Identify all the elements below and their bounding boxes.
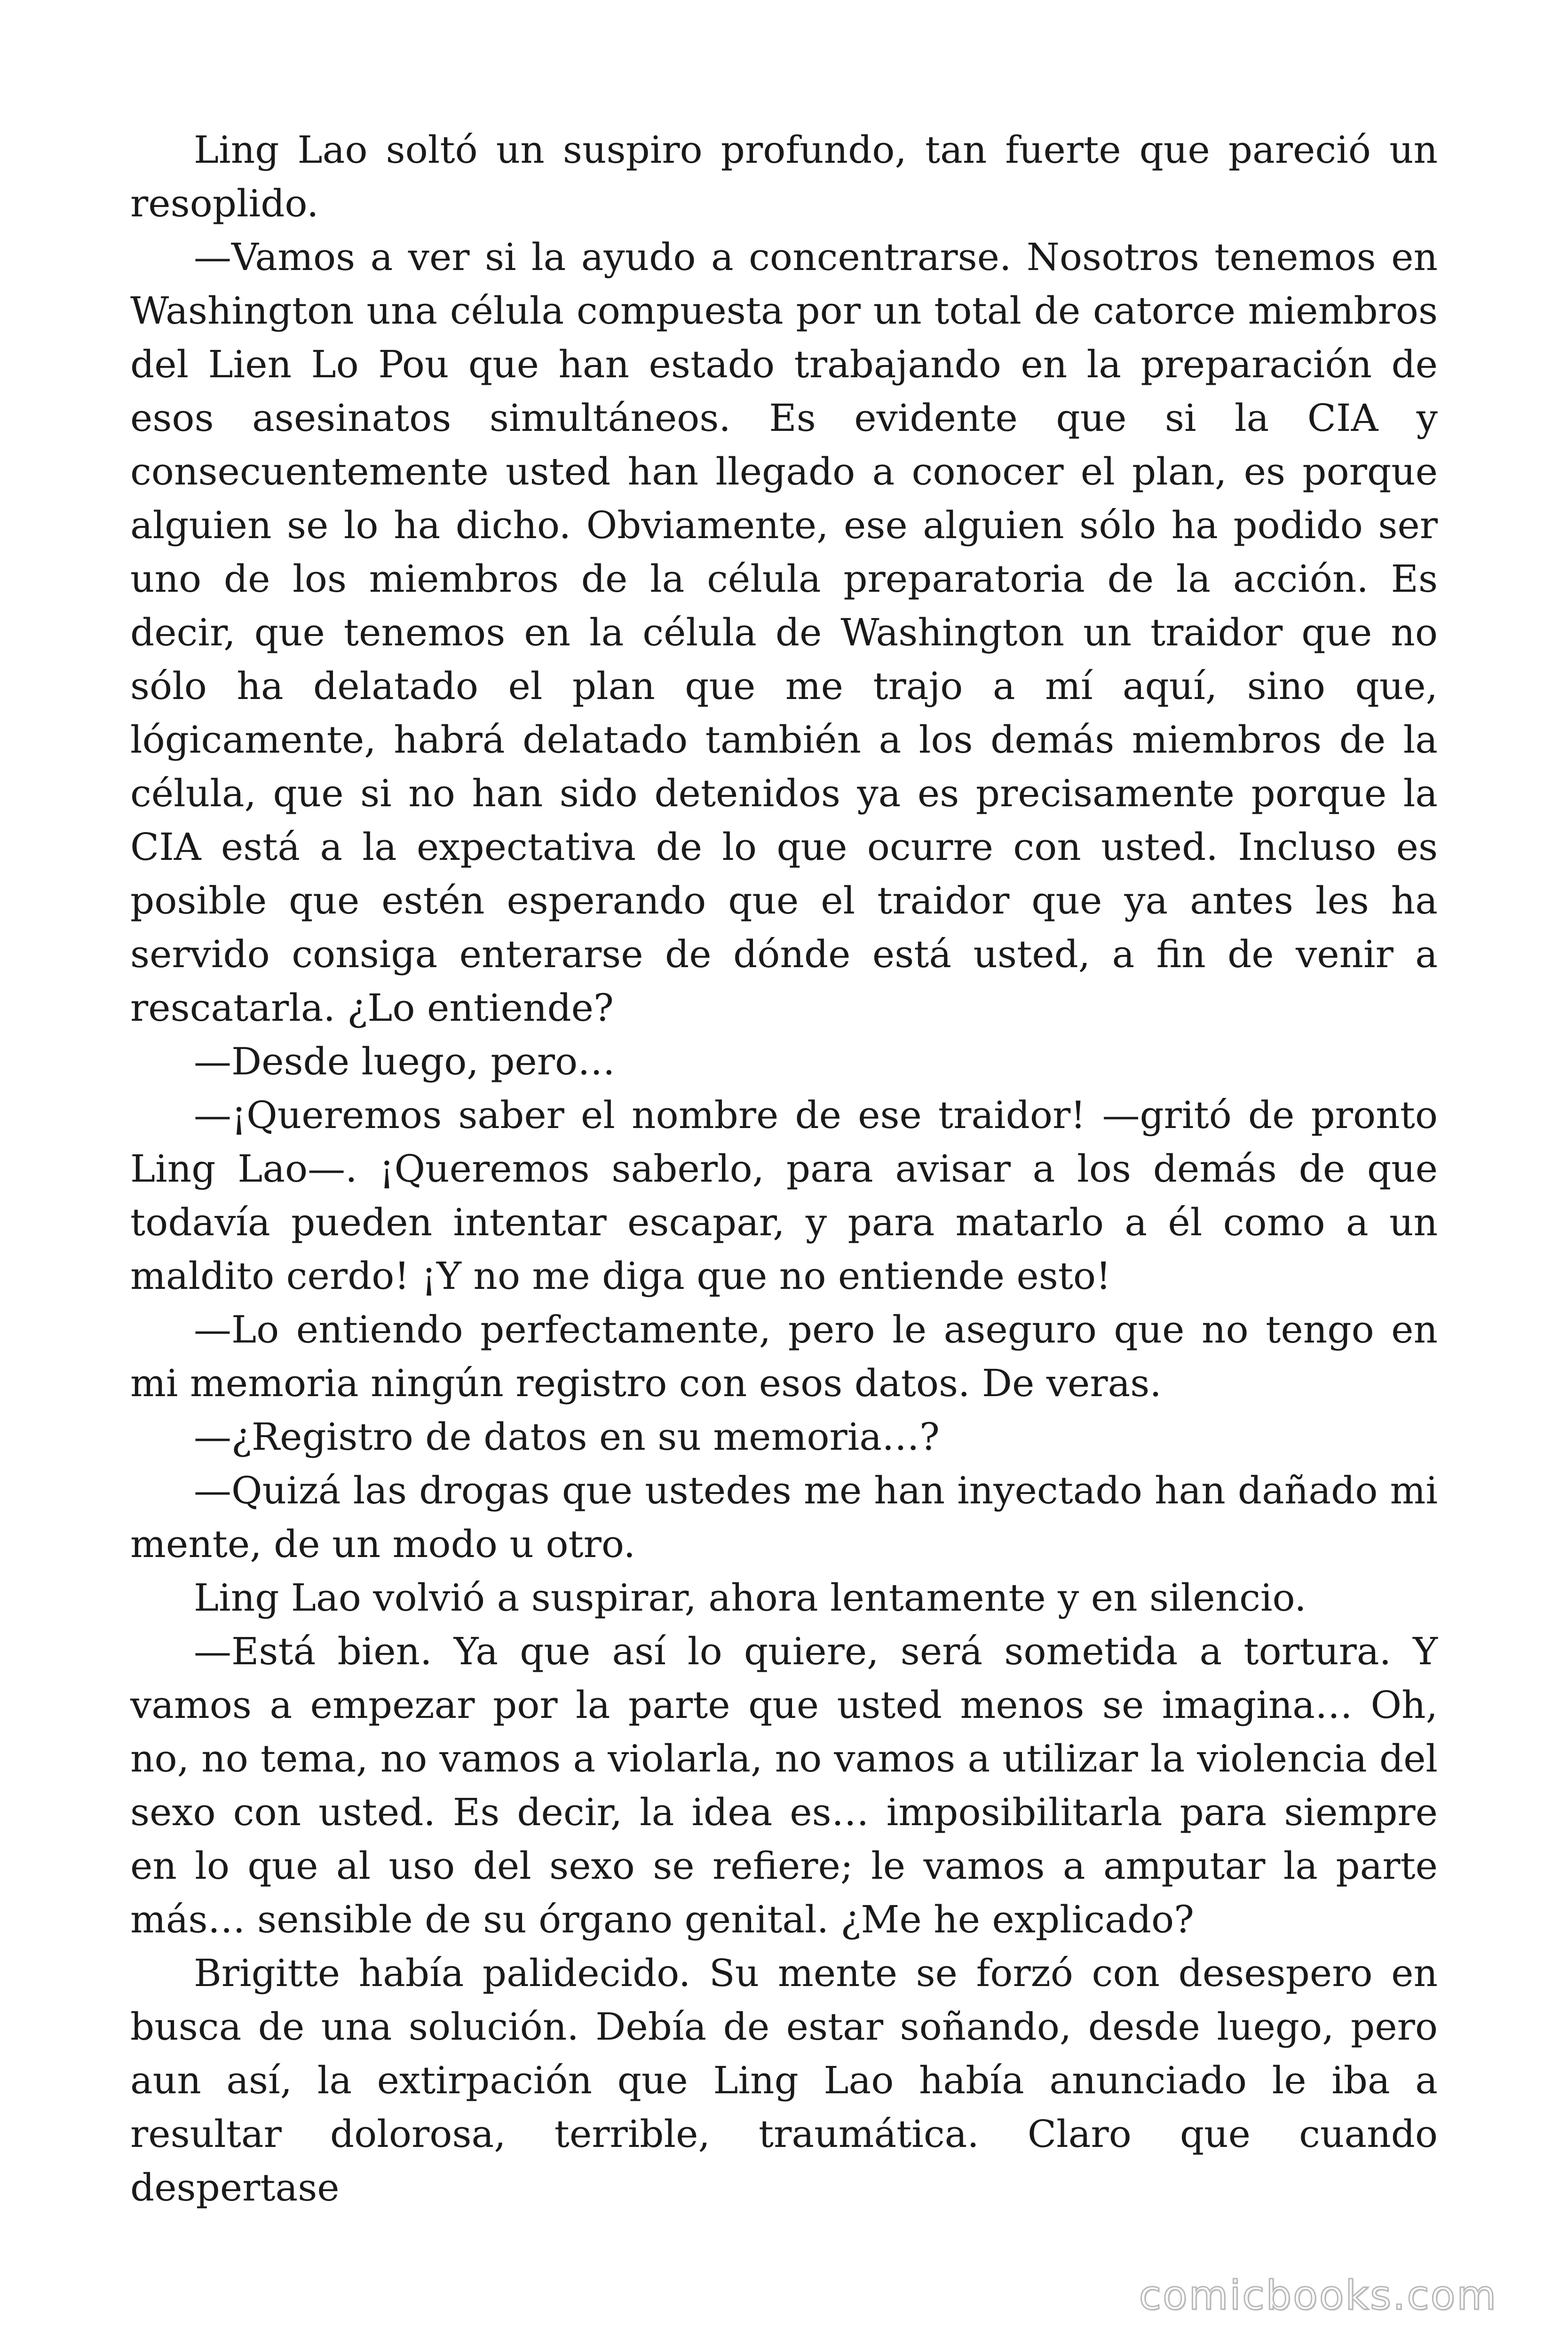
paragraph-2: —Vamos a ver si la ayudo a concentrarse. Nosotros tenemos en Washington una célula compuesta por un total de catorce miembros del Lien Lo Pou que han estado trabajando en la preparación de esos asesinatos simultáneos. Es evidente que si la CIA y consecuentemente usted han llegado a conocer el plan, es porque alguien se lo ha dicho. Obviamente, ese alguien sólo ha podido ser uno de los miembros de la célula preparatoria de la acción. Es decir, que tenemos en la célula de Washington un traidor que no sólo ha delatado el plan que me trajo a mí aquí, sino que, lógicamente, habrá delatado también a los demás miembros de la célula, que si no han sido detenidos ya es precisamente porque la CIA está a la expectativa de lo que ocurre con usted. Incluso es posible que estén esperando que el traidor que ya antes les ha servido consiga enterarse de dónde está usted, a fin de venir a rescatarla. ¿Lo entiende? xyxy=(130,235,1438,1030)
paragraph-6: —¿Registro de datos en su memoria…? xyxy=(194,1415,940,1459)
body-text xyxy=(130,123,1438,2215)
paragraph-10: Brigitte había palidecido. Su mente se forzó con desespero en busca de una solución. Debía de estar soñando, desde luego, pero aun así, la extirpación que Ling Lao había anunciado le iba a resultar dolorosa, terrible, traumática. Claro que cuando despertase xyxy=(130,1951,1438,2209)
paragraph-3: —Desde luego, pero… xyxy=(194,1040,616,1083)
paragraph-8: Ling Lao volvió a suspirar, ahora lentamente y en silencio. xyxy=(194,1576,1307,1620)
watermark: comicbooks.com xyxy=(1139,2272,1497,2319)
paragraph-4: —¡Queremos saber el nombre de ese traidor! —gritó de pronto Ling Lao—. ¡Queremos saberlo, para avisar a los demás de que todavía pueden intentar escapar, y para matarlo a él como a un maldito cerdo! ¡Y no me diga que no entiende esto! xyxy=(130,1093,1438,1298)
paragraph-7: —Quizá las drogas que ustedes me han inyectado han dañado mi mente, de un modo u otro. xyxy=(130,1469,1438,1566)
paragraph-5: —Lo entiendo perfectamente, pero le aseguro que no tengo en mi memoria ningún registro con esos datos. De veras. xyxy=(130,1308,1438,1405)
paragraph-9: —Está bien. Ya que así lo quiere, será sometida a tortura. Y vamos a empezar por la parte que usted menos se imagina… Oh, no, no tema, no vamos a violarla, no vamos a utilizar la violencia del sexo con usted. Es decir, la idea es… imposibilitarla para siempre en lo que al uso del sexo se refiere; le vamos a amputar la parte más… sensible de su órgano genital. ¿Me he explicado? xyxy=(130,1629,1438,1941)
paragraph-1: Ling Lao soltó un suspiro profundo, tan fuerte que pareció un resoplido. xyxy=(130,128,1438,225)
